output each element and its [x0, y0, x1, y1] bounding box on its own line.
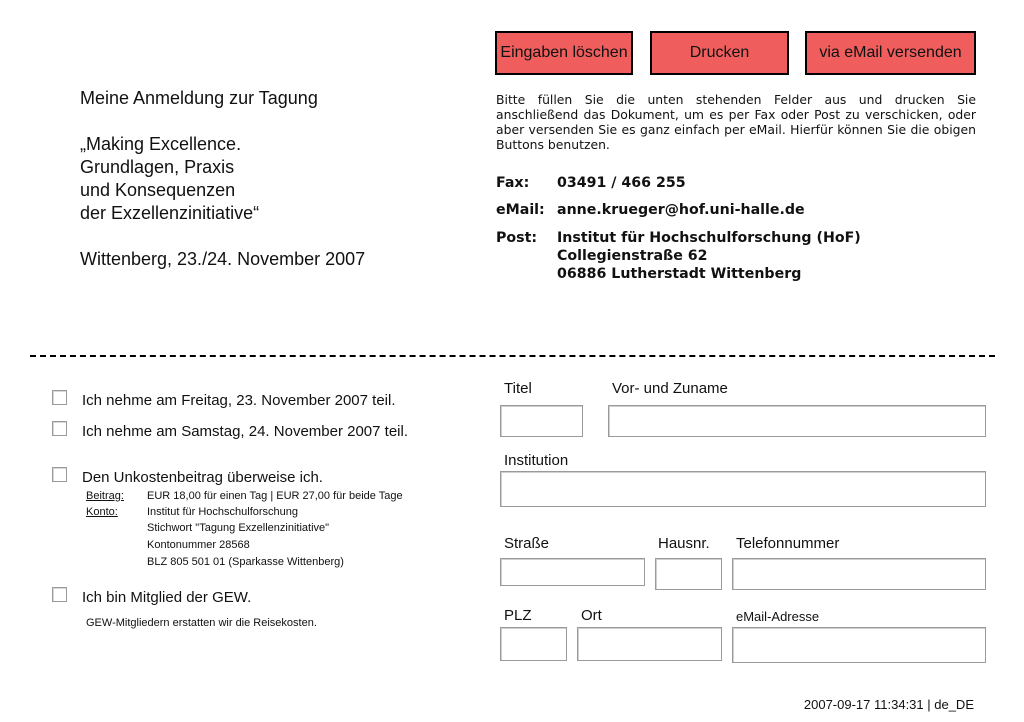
- saturday-checkbox-label: Ich nehme am Samstag, 24. November 2007 teil.: [82, 423, 409, 440]
- instructions-text: Bitte füllen Sie die unten stehenden Felder aus und drucken Sie anschließend das Dokument, um es per Fax oder Post zu verschicken, oder aber versenden Sie es ganz einfach per eMail. Hierfür können Sie die obigen Buttons benutzen.: [496, 92, 976, 152]
- conference-title-block: [80, 87, 460, 271]
- fax-number: 03491 / 466 255: [557, 175, 686, 191]
- konto-line: Stichwort "Tagung Exzellenzinitiative": [147, 522, 330, 534]
- ort-label: Ort: [581, 607, 602, 624]
- send-email-button[interactable]: via eMail versenden: [805, 31, 976, 75]
- post-address-line: 06886 Lutherstadt Wittenberg: [557, 266, 802, 282]
- titel-field[interactable]: [500, 405, 583, 437]
- beitrag-label: Beitrag:: [86, 490, 124, 502]
- konto-line: Kontonummer 28568: [147, 539, 250, 551]
- gew-note: GEW-Mitgliedern erstatten wir die Reisekosten.: [86, 617, 317, 629]
- plz-label: PLZ: [504, 607, 532, 624]
- conference-title-line: „Making Excellence.: [80, 134, 242, 154]
- conference-title-line: Grundlagen, Praxis: [80, 157, 235, 177]
- post-address-line: Institut für Hochschulforschung (HoF): [557, 230, 861, 246]
- gew-checkbox[interactable]: [52, 587, 67, 602]
- ort-field[interactable]: [577, 627, 722, 661]
- name-label: Vor- und Zuname: [612, 380, 728, 397]
- friday-checkbox[interactable]: [52, 390, 67, 405]
- telefon-field[interactable]: [732, 558, 986, 590]
- institution-label: Institution: [504, 452, 569, 469]
- institution-field[interactable]: [500, 471, 986, 507]
- post-label: Post:: [496, 230, 538, 246]
- hausnr-field[interactable]: [655, 558, 722, 590]
- print-button[interactable]: Drucken: [650, 31, 789, 75]
- email-address: anne.krueger@hof.uni-halle.de: [557, 202, 805, 218]
- cut-line-divider: [30, 355, 995, 357]
- post-address-line: Collegienstraße 62: [557, 248, 708, 264]
- clear-inputs-button[interactable]: Eingaben löschen: [495, 31, 633, 75]
- konto-label: Konto:: [86, 506, 118, 518]
- friday-checkbox-label: Ich nehme am Freitag, 23. November 2007 teil.: [82, 392, 396, 409]
- gew-checkbox-label: Ich bin Mitglied der GEW.: [82, 589, 252, 606]
- conference-title-line: und Konsequenzen: [80, 180, 236, 200]
- plz-field[interactable]: [500, 627, 567, 661]
- timestamp-locale: 2007-09-17 11:34:31 | de_DE: [803, 697, 974, 712]
- strasse-field[interactable]: [500, 558, 645, 586]
- konto-line: Institut für Hochschulforschung: [147, 506, 299, 518]
- email-field-label: eMail-Adresse: [736, 609, 820, 624]
- conference-title-line: der Exzellenzinitiative“: [80, 203, 260, 223]
- hausnr-label: Hausnr.: [658, 535, 710, 552]
- fee-checkbox[interactable]: [52, 467, 67, 482]
- strasse-label: Straße: [504, 535, 550, 552]
- fax-label: Fax:: [496, 175, 530, 191]
- telefon-label: Telefonnummer: [736, 535, 840, 552]
- beitrag-value: EUR 18,00 für einen Tag | EUR 27,00 für beide Tage: [147, 490, 403, 502]
- contact-info: [496, 174, 976, 294]
- email-field[interactable]: [732, 627, 986, 663]
- konto-line: BLZ 805 501 01 (Sparkasse Wittenberg): [147, 556, 344, 568]
- fee-checkbox-label: Den Unkostenbeitrag überweise ich.: [82, 469, 323, 486]
- name-field[interactable]: [608, 405, 986, 437]
- titel-label: Titel: [504, 380, 532, 397]
- email-label: eMail:: [496, 202, 545, 218]
- saturday-checkbox[interactable]: [52, 421, 67, 436]
- registration-heading: Meine Anmeldung zur Tagung: [80, 88, 318, 108]
- conference-date-location: Wittenberg, 23./24. November 2007: [80, 249, 366, 269]
